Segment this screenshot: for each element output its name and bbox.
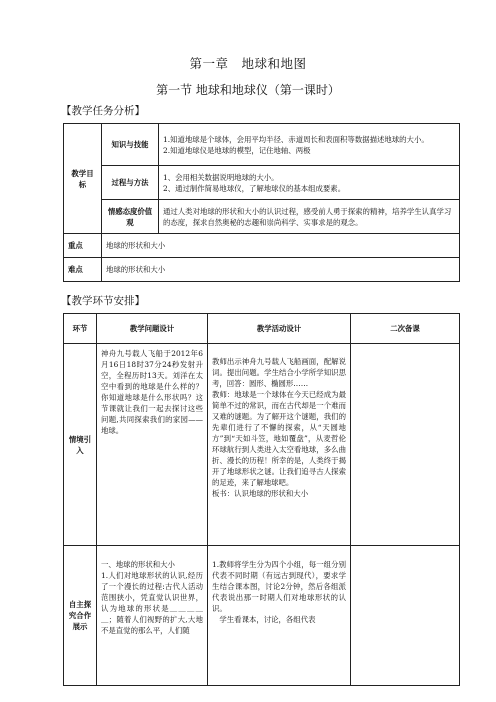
goal-content-process bbox=[159, 166, 460, 200]
goal-name-attitude: 情感态度价值观 bbox=[102, 200, 159, 234]
stage-explore: 自主探究合作展示 bbox=[64, 546, 97, 686]
heading-steps: 【教学环节安排】 bbox=[61, 295, 145, 307]
goal-content-attitude: 通过人类对地球的形状和大小的认识过程，感受前人勇于探索的精神，培养学生认真学习的态度，探求自然奥秘的志趣和崇尚科学、实事求是的观念。 bbox=[159, 200, 460, 234]
header-problem: 教学问题设计 bbox=[97, 314, 208, 344]
goal-name-knowledge: 知识与技能 bbox=[102, 124, 159, 166]
activity-intro-text: 教师出示神舟九号载人飞船画面，配解说词。提出问题。学生结合小学所学知识思考，回答：圆形、椭圆形…… 教师：地球是一个球体在今天已经成为最简单不过的常识，而在古代却是一个难而又难的谜题。为了解开这个谜题，我们的先辈们进行了不懈的探索，从“天圆地方”到“天如斗笠，地如覆盘”，从麦哲伦环球航行到人类进入太空看地球，多么曲折、漫长的历程！所幸的是，人类终于揭开了地球形状之谜。让我们追寻古人探索的足迹，来了解地球吧。 板书：认识地球的形状和大小 bbox=[212, 357, 346, 498]
difficult-point-text: 地球的形状和大小 bbox=[102, 258, 460, 282]
goals-label: 教学目标 bbox=[64, 124, 102, 234]
header-stage: 环节 bbox=[64, 314, 97, 344]
goal-name-process: 过程与方法 bbox=[102, 166, 159, 200]
problem-intro bbox=[97, 344, 208, 546]
activity-intro bbox=[208, 344, 351, 546]
header-note: 二次备课 bbox=[351, 314, 460, 344]
steps-table bbox=[63, 313, 460, 686]
activity-explore-text: 1.教师将学生分为四个小组，每一组分别代表不同时期（有远古到现代），要求学生结合课本图，讨论2分钟，然后各组派代表说出那一时期人们对地球形状的认识。 学生看课本，讨论，各组代表 bbox=[212, 560, 346, 624]
problem-explore-text: 一、地球的形状和大小 1.人们对地球形状的认识,经历了一个漫长的过程:古代人活动范围狭小，凭直觉认识世界，认为地球的形状是＿＿＿＿＿；随着人们视野的扩大,大地不是直觉的那么平，人们随 bbox=[101, 560, 203, 635]
problem-intro-text: 神舟九号载人飞船于2012年6月16日18时37分24秒发射升空，全程历时13天。刘洋在太空中看到的地球是什么样的？你知道地球是什么形状吗？这节课就让我们一起去探讨这些问题,共同探索我们的家园——地球。 bbox=[101, 349, 203, 435]
key-point-label: 重点 bbox=[64, 234, 102, 258]
goal-line: 2、通过制作简易地球仪，了解地球仪的基本组成要素。 bbox=[163, 183, 346, 193]
heading-task-analysis: 【教学任务分析】 bbox=[61, 105, 145, 117]
goal-line: 1.知道地球是个球体，会用平均半径、赤道周长和表面积等数据描述地球的大小。 bbox=[163, 134, 429, 144]
goal-line: 2.知道地球仪是地球的模型，记住地轴、两极 bbox=[163, 145, 311, 155]
header-activity: 教学活动设计 bbox=[208, 314, 351, 344]
note-intro bbox=[351, 344, 460, 546]
stage-intro: 情境引入 bbox=[64, 344, 97, 546]
note-explore bbox=[351, 546, 460, 686]
problem-explore bbox=[97, 546, 208, 686]
activity-explore bbox=[208, 546, 351, 686]
difficult-point-label: 难点 bbox=[64, 258, 102, 282]
section-title: 第一节 地球和地球仪（第一课时） bbox=[156, 83, 340, 97]
key-point-text: 地球的形状和大小 bbox=[102, 234, 460, 258]
goal-line: 1、会用相关数据说明地球的大小。 bbox=[163, 172, 279, 182]
chapter-title: 第一章 地球和地图 bbox=[189, 56, 307, 71]
task-analysis-table bbox=[63, 123, 460, 282]
goal-content-knowledge bbox=[159, 124, 460, 166]
